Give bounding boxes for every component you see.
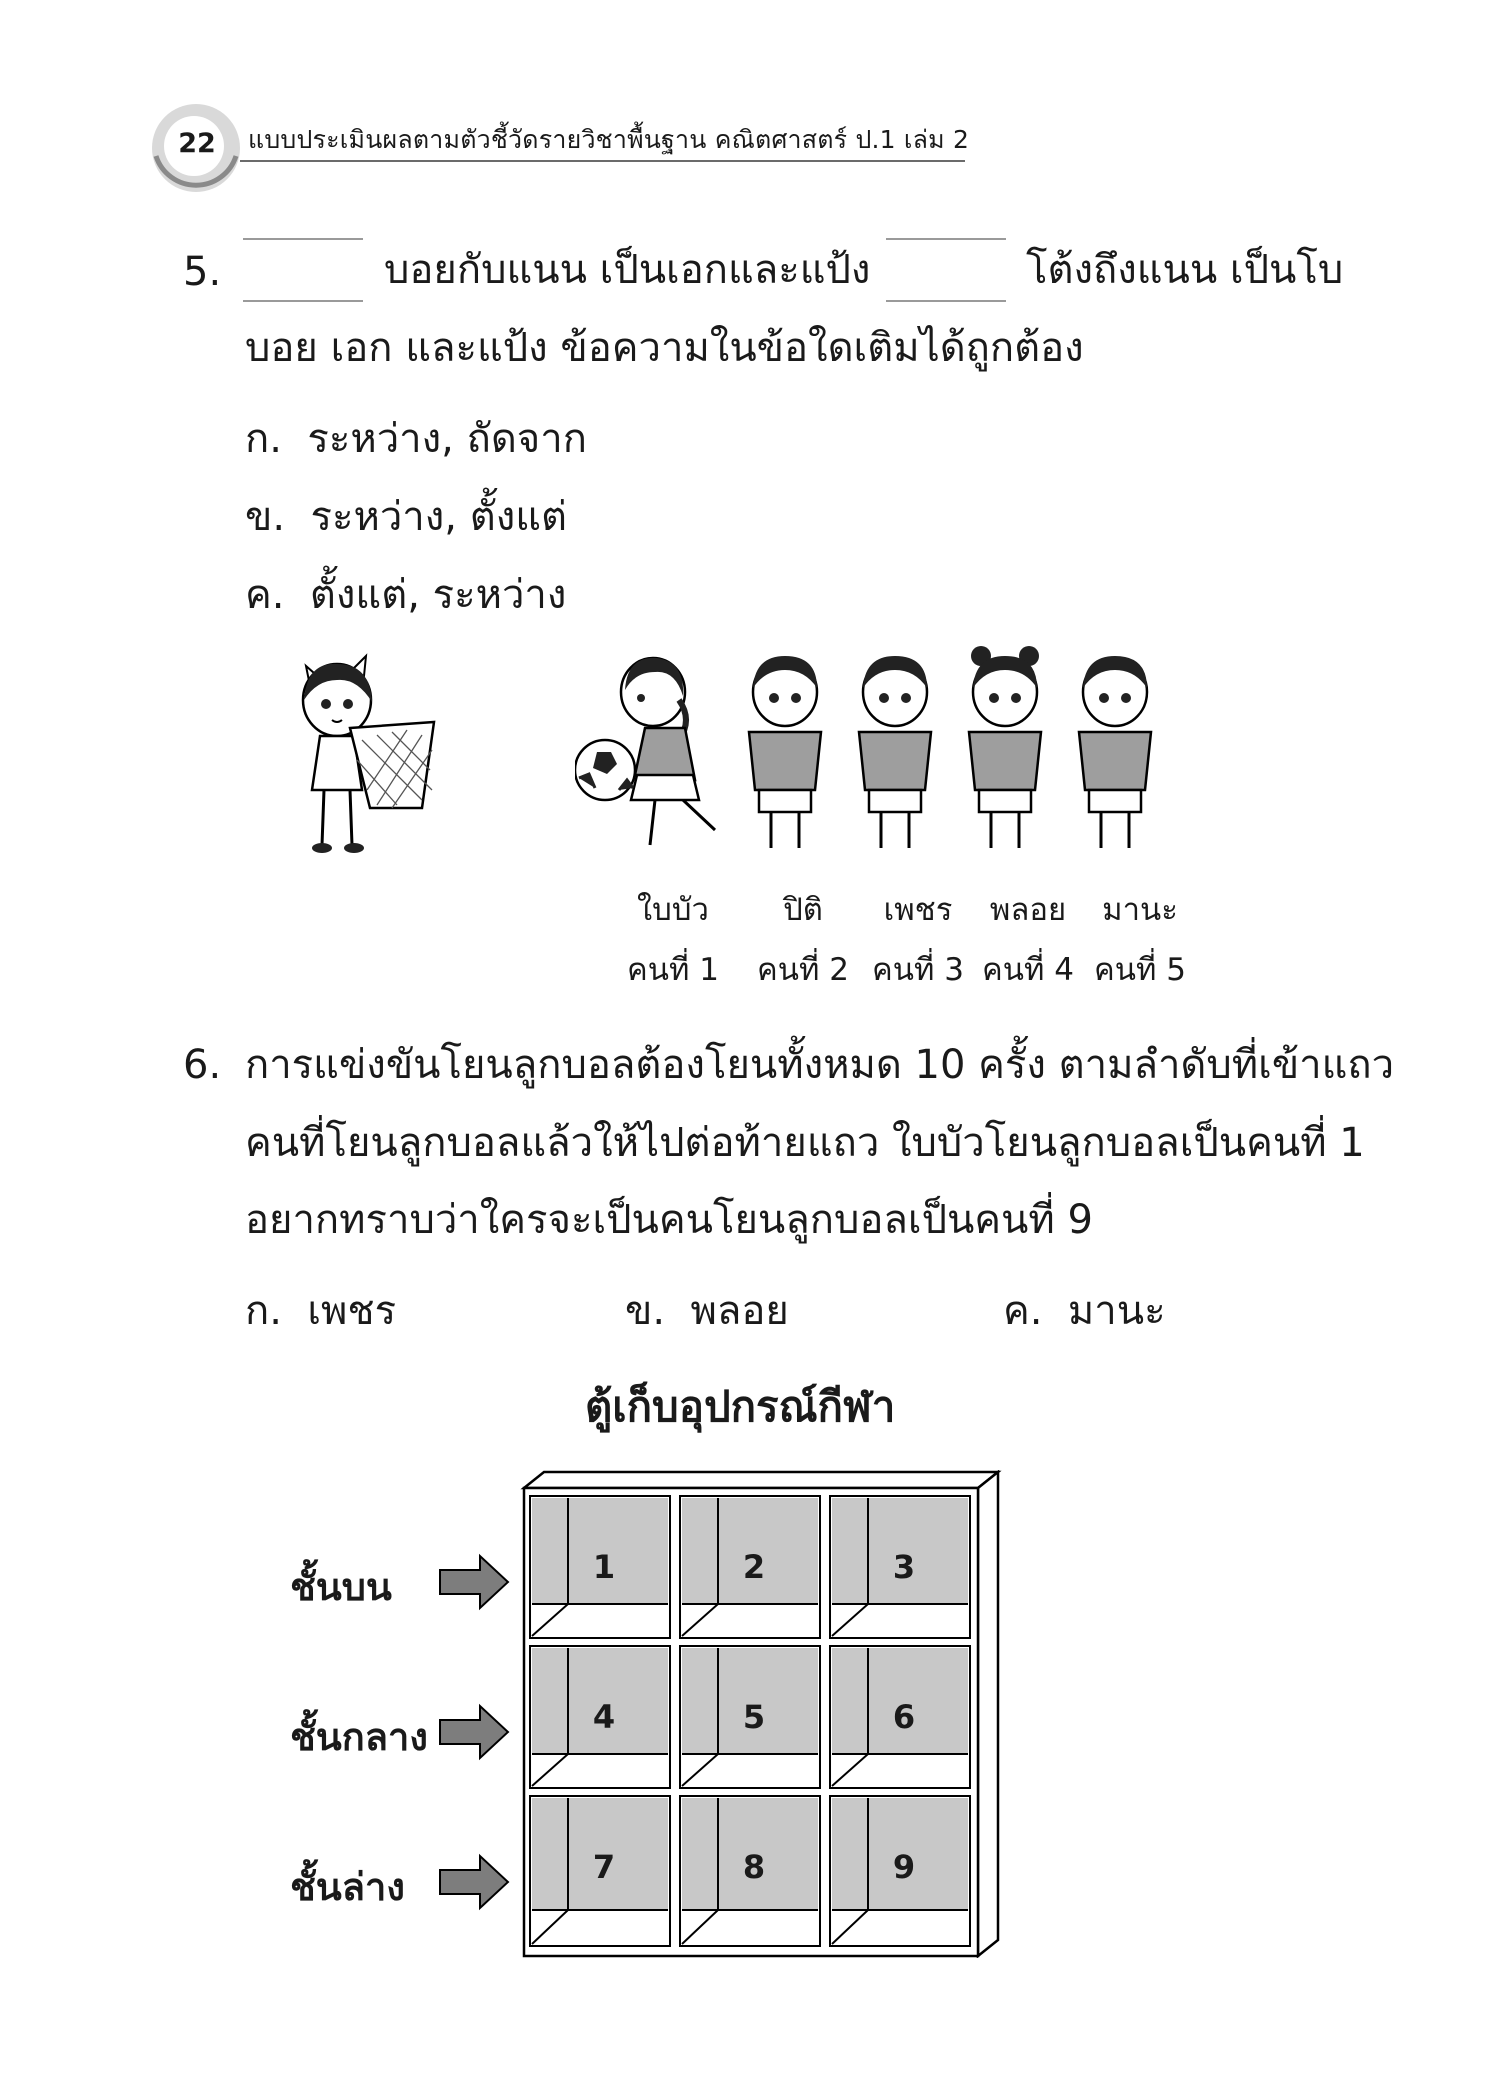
lineup-order-1: คนที่ 1 (627, 952, 719, 988)
shelf-label-bottom: ชั้นล่าง (290, 1865, 405, 1909)
q6-line-2: คนที่โยนลูกบอลแล้วให้ไปต่อท้ายแถว ใบบัวโยนลูกบอลเป็นคนที่ 1 (245, 1120, 1365, 1166)
q5-blank-1 (243, 238, 363, 302)
q5-option-c (245, 562, 566, 626)
cabinet-cell-6: 6 (892, 1698, 916, 1736)
q6-line-1: การแข่งขันโยนลูกบอลต้องโยนทั้งหมด 10 ครั้ง ตามลำดับที่เข้าแถว (245, 1042, 1395, 1088)
shelf-top-arrow-icon (438, 1552, 510, 1612)
petch-figure (859, 656, 931, 848)
q6-option-b-text: พลอย (690, 1288, 789, 1334)
cabinet-cell-5: 5 (742, 1698, 766, 1736)
q5-option-b (245, 484, 567, 548)
q6-number: 6. (183, 1042, 222, 1088)
ploy-figure (969, 646, 1041, 848)
cabinet-cell-2: 2 (742, 1548, 766, 1586)
q6-option-a (245, 1278, 396, 1342)
q5-number: 5. (183, 249, 222, 295)
shelf-middle-arrow-icon (438, 1702, 510, 1762)
q5-line1-end: โต้งถึงแนน เป็นโบ (1026, 247, 1344, 293)
q5-option-b-text: ระหว่าง, ตั้งแต่ (310, 494, 567, 540)
cabinet-cell-1: 1 (592, 1548, 616, 1586)
q5-option-a-label: ก. (245, 416, 282, 462)
q5-option-b-label: ข. (245, 494, 286, 540)
q6-option-a-text: เพชร (307, 1288, 397, 1334)
shelf-label-top: ชั้นบน (290, 1565, 392, 1609)
q6-option-b-label: ข. (625, 1288, 666, 1334)
cabinet-cell-9: 9 (892, 1848, 916, 1886)
header-title: แบบประเมินผลตามตัวชี้วัดรายวิชาพื้นฐาน คณิตศาสตร์ ป.1 เล่ม 2 (248, 125, 970, 154)
lineup-name-5: มานะ (1102, 892, 1178, 928)
children-lineup-illustration (575, 640, 1195, 870)
cabinet-cell-7: 7 (592, 1848, 616, 1886)
q5-line1-mid: บอยกับแนน เป็นเอกและแป้ง (384, 247, 871, 293)
lineup-name-3: เพชร (883, 892, 953, 928)
q5-option-c-text: ตั้งแต่, ระหว่าง (309, 572, 567, 618)
q6-option-c-label: ค. (1003, 1288, 1043, 1334)
shelf-label-middle: ชั้นกลาง (290, 1715, 428, 1759)
cabinet-title: ตู้เก็บอุปกรณ์กีฬา (585, 1382, 896, 1431)
girl-with-basket-illustration (282, 640, 452, 870)
q5-option-a-text: ระหว่าง, ถัดจาก (307, 416, 587, 462)
q6-option-c-text: มานะ (1067, 1288, 1166, 1334)
cabinet-cell-4: 4 (592, 1698, 616, 1736)
lineup-name-4: พลอย (989, 892, 1067, 928)
lineup-order-2: คนที่ 2 (757, 952, 849, 988)
q6-option-a-label: ก. (245, 1288, 282, 1334)
lineup-order-4: คนที่ 4 (982, 952, 1074, 988)
piti-figure (749, 656, 821, 848)
q5-option-a (245, 406, 587, 470)
page-number: 22 (178, 128, 216, 159)
lineup-name-2: ปิติ (783, 892, 823, 928)
q6-option-c (1003, 1278, 1166, 1342)
shelf-bottom-arrow-icon (438, 1852, 510, 1912)
header-divider (240, 160, 965, 162)
q5-option-c-label: ค. (245, 572, 285, 618)
cabinet-cell-3: 3 (892, 1548, 916, 1586)
mana-figure (1079, 656, 1151, 848)
lineup-name-1: ใบบัว (637, 892, 709, 928)
q6-option-b (625, 1278, 789, 1342)
lineup-order-3: คนที่ 3 (872, 952, 964, 988)
q5-blank-2 (886, 238, 1006, 302)
baibua-figure (575, 658, 715, 845)
cabinet-cell-8: 8 (742, 1848, 766, 1886)
lineup-order-5: คนที่ 5 (1094, 952, 1186, 988)
q5-line2: บอย เอก และแป้ง ข้อความในข้อใดเติมได้ถูกต้อง (245, 325, 1084, 371)
q6-line-3: อยากทราบว่าใครจะเป็นคนโยนลูกบอลเป็นคนที่ 9 (245, 1197, 1093, 1243)
